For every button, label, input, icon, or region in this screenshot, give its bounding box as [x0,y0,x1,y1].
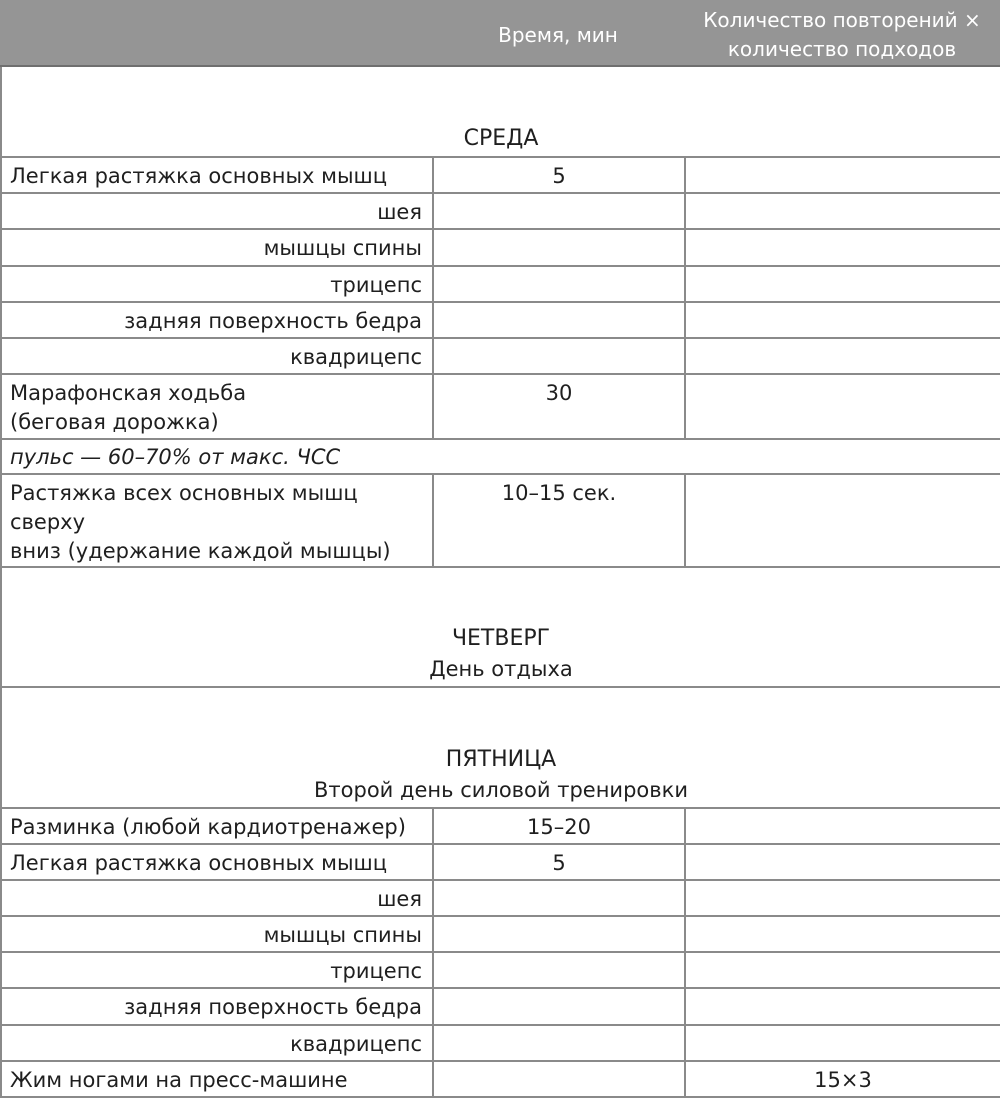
time-cell [433,988,685,1025]
exercise-label: шея [1,880,433,916]
table-row [1,1061,1000,1097]
exercise-label-line2: вниз (удержание каждой мышцы) [10,539,391,563]
table-row [1,952,1000,988]
reps-cell [685,916,1000,952]
section-cell [1,567,1000,687]
time-cell [433,1025,685,1061]
section-friday [1,687,1000,808]
reps-cell [685,844,1000,880]
exercise-label: Жим ногами на пресс-машине [1,1061,433,1097]
table-row [1,157,1000,193]
section-title: ЧЕТВЕРГ [451,626,551,651]
reps-cell [685,374,1000,439]
section-thursday [1,567,1000,687]
exercise-label: Легкая растяжка основных мышц [1,157,433,193]
exercise-label-line1: Растяжка всех основных мышц сверху [10,481,358,534]
time-cell [433,338,685,374]
section-subtitle: День отдыха [429,657,573,681]
reps-cell [685,338,1000,374]
time-cell: 10–15 сек. [433,474,685,567]
reps-cell [685,952,1000,988]
reps-cell [685,988,1000,1025]
exercise-label: квадрицепс [1,1025,433,1061]
table-row [1,374,1000,439]
table-row [1,916,1000,952]
table-row [1,808,1000,844]
exercise-label [1,474,433,567]
reps-cell [685,266,1000,302]
time-cell [433,193,685,229]
time-cell: 5 [433,157,685,193]
reps-cell: 15×3 [685,1061,1000,1097]
table-row [1,844,1000,880]
note-row [1,439,1000,474]
table-row [1,302,1000,338]
table-row [1,474,1000,567]
reps-cell [685,229,1000,266]
exercise-label: мышцы спины [1,229,433,266]
time-cell: 15–20 [433,808,685,844]
exercise-label: шея [1,193,433,229]
reps-cell [685,157,1000,193]
exercise-label-line1: Марафонская ходьба [10,381,247,405]
section-title: СРЕДА [463,126,539,151]
table-row [1,193,1000,229]
exercise-label-line2: (беговая дорожка) [10,410,219,434]
section-cell [1,67,1000,157]
exercise-label: Легкая растяжка основных мышц [1,844,433,880]
reps-cell [685,880,1000,916]
section-subtitle: Второй день силовой тренировки [314,778,688,802]
exercise-label: квадрицепс [1,338,433,374]
time-cell [433,266,685,302]
reps-cell [685,1025,1000,1061]
time-cell [433,1061,685,1097]
reps-column-header [684,6,1000,64]
table-row [1,266,1000,302]
heart-rate-note: пульс — 60–70% от макс. ЧСС [1,439,1000,474]
exercise-label [1,374,433,439]
reps-cell [685,474,1000,567]
reps-cell [685,193,1000,229]
time-cell: 5 [433,844,685,880]
section-cell [1,687,1000,808]
exercise-label: задняя поверхность бедра [1,988,433,1025]
reps-header-line2: количество подходов [727,37,957,61]
table-row [1,229,1000,266]
time-cell [433,229,685,266]
table-row [1,338,1000,374]
section-wednesday [1,67,1000,157]
reps-cell [685,302,1000,338]
exercise-label: трицепс [1,952,433,988]
exercise-label: мышцы спины [1,916,433,952]
exercise-label: Разминка (любой кардиотренажер) [1,808,433,844]
time-cell [433,916,685,952]
table-row [1,880,1000,916]
reps-header-line1: Количество повторений × [703,8,981,32]
section-title: ПЯТНИЦА [445,747,557,772]
table-row [1,1025,1000,1061]
exercise-label: задняя поверхность бедра [1,302,433,338]
time-cell [433,302,685,338]
table-row [1,988,1000,1025]
exercise-label: трицепс [1,266,433,302]
time-cell: 30 [433,374,685,439]
time-cell [433,952,685,988]
table-header [0,0,1000,67]
time-cell [433,880,685,916]
workout-table [0,67,1000,1098]
reps-cell [685,808,1000,844]
time-column-header: Время, мин [498,23,618,47]
